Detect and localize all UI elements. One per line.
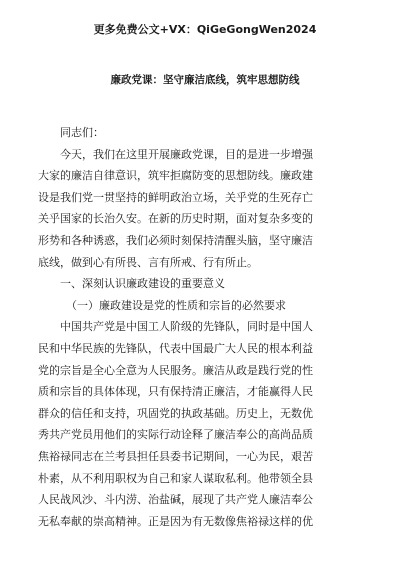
paragraph-line: 大家的廉洁自律意识，筑牢拒腐防变的思想防线。廉政建 — [38, 169, 313, 183]
paragraph-line: 朴素，从不利用职权为自己和家人谋取私利。他带领全县 — [38, 471, 313, 485]
paragraph-line: 无私奉献的崇高精神。正是因为有无数像焦裕禄这样的优 — [38, 514, 313, 528]
paragraph-2 — [38, 316, 376, 532]
paragraph-line: 关乎国家的长治久安。在新的历史时期，面对复杂多变的 — [38, 212, 313, 226]
paragraph-line: 人民战风沙、斗内涝、治盐碱，展现了共产党人廉洁奉公 — [38, 493, 313, 507]
section-heading: 一、深刻认识廉政建设的重要意义 — [60, 277, 225, 291]
paragraph-line: 群众的信任和支持，巩固党的执政基础。历史上，无数优 — [38, 406, 313, 420]
paragraph-line: 秀共产党员用他们的实际行动诠释了廉洁奉公的高尚品质 — [38, 428, 313, 442]
paragraph-line: 焦裕禄同志在兰考县担任县委书记期间，一心为民，艰苦 — [38, 449, 313, 463]
paragraph-line: 形势和各种诱惑，我们必须时刻保持清醒头脑，坚守廉洁 — [38, 233, 313, 247]
subsection-heading: （一）廉政建设是党的性质和宗旨的必然要求 — [66, 298, 286, 312]
paragraph-line: 今天，我们在这里开展廉政党课，目的是进一步增强 — [60, 147, 313, 161]
page-header: 更多免费公文+VX：QiGeGongWen2024 — [93, 23, 317, 36]
salutation: 同志们： — [60, 126, 104, 139]
paragraph-1 — [38, 144, 376, 274]
paragraph-line: 底线，做到心有所畏、言有所戒、行有所止。 — [38, 255, 258, 269]
paragraph-line: 设是我们党一贯坚持的鲜明政治立场，关乎党的生死存亡 — [38, 190, 313, 204]
paragraph-line: 民和中华民族的先锋队，代表中国最广大人民的根本利益 — [38, 341, 313, 355]
document-title: 廉政党课：坚守廉洁底线，筑牢思想防线 — [110, 74, 300, 86]
paragraph-line: 质和宗旨的具体体现，只有保持清正廉洁，才能赢得人民 — [38, 385, 313, 399]
document-body — [38, 122, 376, 532]
paragraph-line: 党的宗旨是全心全意为人民服务。廉洁从政是践行党的性 — [38, 363, 313, 377]
paragraph-line: 中国共产党是中国工人阶级的先锋队，同时是中国人 — [60, 320, 313, 334]
